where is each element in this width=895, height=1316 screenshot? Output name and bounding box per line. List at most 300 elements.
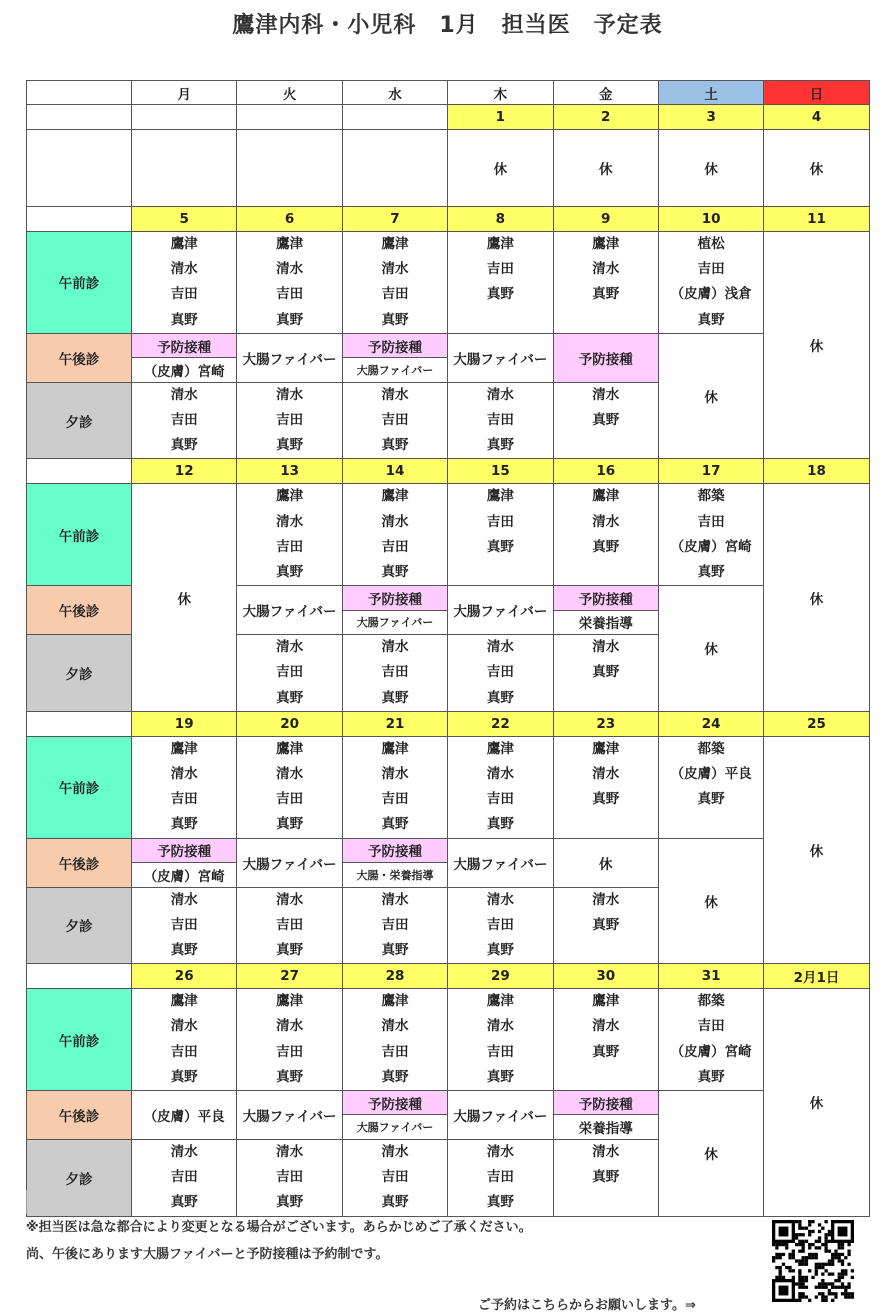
qr-module bbox=[818, 1230, 821, 1233]
doctor-name: 鷹津 bbox=[486, 236, 514, 252]
pm-cell bbox=[342, 586, 447, 635]
qr-module bbox=[811, 1230, 814, 1233]
date-cell: 18 bbox=[764, 459, 869, 484]
qr-module bbox=[805, 1286, 808, 1289]
empty-cell bbox=[132, 130, 237, 207]
doctor-name: 清水 bbox=[592, 513, 620, 530]
doctor-name: 真野 bbox=[276, 941, 304, 958]
doctor-name: 鷹津 bbox=[276, 993, 304, 1010]
qr-module bbox=[838, 1246, 841, 1249]
day-header-5: 土 bbox=[658, 81, 763, 105]
pm-cell: 大腸ファイバー bbox=[237, 586, 342, 635]
qr-module bbox=[847, 1292, 850, 1295]
qr-module bbox=[824, 1236, 827, 1239]
qr-module bbox=[831, 1253, 834, 1256]
qr-module bbox=[808, 1230, 811, 1233]
qr-module bbox=[844, 1286, 847, 1289]
doctor-name: 真野 bbox=[276, 1194, 304, 1211]
qr-module bbox=[802, 1240, 805, 1243]
corner-cell bbox=[27, 207, 132, 232]
doctor-name: 吉田 bbox=[486, 664, 514, 681]
qr-module bbox=[828, 1289, 831, 1292]
qr-module bbox=[795, 1236, 798, 1239]
qr-module bbox=[824, 1263, 827, 1266]
doctor-name: 吉田 bbox=[697, 261, 725, 278]
doctor-list bbox=[658, 736, 763, 838]
qr-module bbox=[815, 1295, 818, 1298]
qr-module bbox=[798, 1263, 801, 1266]
qr-module bbox=[841, 1246, 844, 1249]
pm-service: 大腸ファイバー bbox=[356, 616, 434, 630]
doctor-list bbox=[132, 736, 237, 838]
doctor-name: 清水 bbox=[486, 639, 514, 656]
sunday-closed-cell: 休 bbox=[764, 484, 869, 711]
date-cell: 5 bbox=[132, 207, 237, 232]
qr-module bbox=[795, 1243, 798, 1246]
doctor-list bbox=[658, 484, 763, 586]
doctor-list bbox=[132, 232, 237, 334]
closed-cell: 休 bbox=[448, 130, 553, 207]
saturday-closed-cell: 休 bbox=[658, 333, 763, 459]
pm-cell bbox=[342, 333, 447, 382]
qr-module bbox=[805, 1256, 808, 1259]
doctor-name: 清水 bbox=[381, 261, 409, 278]
doctor-name: 吉田 bbox=[486, 513, 514, 530]
date-cell: 29 bbox=[448, 964, 553, 989]
pm-cell: 大腸ファイバー bbox=[448, 838, 553, 887]
doctor-list bbox=[448, 887, 553, 964]
qr-module bbox=[841, 1286, 844, 1289]
qr-module bbox=[847, 1253, 850, 1256]
date-row bbox=[27, 105, 870, 130]
doctor-name: 清水 bbox=[486, 1018, 514, 1035]
qr-module bbox=[792, 1256, 795, 1259]
doctor-list bbox=[448, 382, 553, 459]
doctor-name: 清水 bbox=[592, 1143, 620, 1160]
pm-cell bbox=[132, 838, 237, 887]
qr-module bbox=[802, 1295, 805, 1298]
qr-module bbox=[775, 1243, 778, 1246]
qr-module bbox=[808, 1243, 811, 1246]
qr-module bbox=[831, 1272, 834, 1275]
doctor-name: 吉田 bbox=[276, 286, 304, 303]
doctor-name: 清水 bbox=[381, 1143, 409, 1160]
closed-cell: 休 bbox=[553, 130, 658, 207]
doctor-name: 清水 bbox=[381, 513, 409, 530]
doctor-name: 清水 bbox=[592, 386, 620, 403]
qr-module bbox=[828, 1250, 831, 1253]
qr-module bbox=[792, 1269, 795, 1272]
qr-module bbox=[792, 1253, 795, 1256]
qr-module bbox=[788, 1269, 791, 1272]
doctor-list bbox=[237, 736, 342, 838]
pm-cell bbox=[132, 333, 237, 382]
doctor-name: 清水 bbox=[381, 765, 409, 782]
doctor-name: 真野 bbox=[170, 311, 198, 328]
doctor-name: 鷹津 bbox=[170, 993, 198, 1010]
qr-module bbox=[775, 1266, 778, 1269]
doctor-name: 鷹津 bbox=[592, 740, 620, 757]
qr-module bbox=[818, 1286, 821, 1289]
qr-module bbox=[844, 1256, 847, 1259]
qr-module bbox=[811, 1253, 814, 1256]
corner-cell bbox=[27, 130, 132, 207]
doctor-list bbox=[342, 635, 447, 712]
am-row bbox=[27, 232, 870, 334]
date-cell: 9 bbox=[553, 207, 658, 232]
qr-module bbox=[795, 1220, 798, 1223]
qr-module bbox=[838, 1243, 841, 1246]
date-cell: 17 bbox=[658, 459, 763, 484]
qr-module bbox=[834, 1250, 837, 1253]
doctor-name: 真野 bbox=[276, 437, 304, 454]
doctor-name: 清水 bbox=[592, 639, 620, 656]
pm-cell bbox=[553, 586, 658, 635]
date-cell: 6 bbox=[237, 207, 342, 232]
qr-module bbox=[802, 1259, 805, 1262]
qr-module bbox=[828, 1272, 831, 1275]
doctor-name: 鷹津 bbox=[276, 236, 304, 252]
date-cell: 20 bbox=[237, 711, 342, 736]
day-header-2: 水 bbox=[342, 81, 447, 105]
pm-service: 大腸ファイバー bbox=[356, 1121, 434, 1135]
doctor-name: 真野 bbox=[592, 791, 620, 808]
qr-module bbox=[779, 1286, 789, 1296]
doctor-name: 清水 bbox=[276, 891, 304, 908]
qr-module bbox=[831, 1259, 834, 1262]
qr-module bbox=[844, 1292, 847, 1295]
saturday-closed-cell: 休 bbox=[658, 586, 763, 712]
day-header-3: 木 bbox=[448, 81, 553, 105]
date-cell: 15 bbox=[448, 459, 553, 484]
qr-module bbox=[782, 1263, 785, 1266]
qr-module bbox=[815, 1286, 818, 1289]
qr-module bbox=[798, 1233, 801, 1236]
qr-module bbox=[821, 1272, 824, 1275]
doctor-name: 吉田 bbox=[486, 411, 514, 428]
qr-module bbox=[847, 1286, 850, 1289]
qr-module bbox=[808, 1269, 811, 1272]
am-label: 午前診 bbox=[27, 232, 132, 334]
pm-service: （皮膚）宮崎 bbox=[143, 868, 225, 885]
qr-module bbox=[785, 1266, 788, 1269]
qr-module bbox=[847, 1263, 850, 1266]
qr-module bbox=[808, 1220, 811, 1223]
qr-module bbox=[798, 1269, 801, 1272]
date-cell: 10 bbox=[658, 207, 763, 232]
doctor-name: 真野 bbox=[592, 664, 620, 681]
doctor-name: 真野 bbox=[381, 689, 409, 706]
qr-module bbox=[815, 1253, 818, 1256]
qr-module bbox=[838, 1279, 841, 1282]
qr-module bbox=[805, 1259, 808, 1262]
doctor-name: 吉田 bbox=[381, 411, 409, 428]
doctor-list bbox=[553, 484, 658, 586]
doctor-name: 清水 bbox=[381, 639, 409, 656]
sunday-closed-cell: 休 bbox=[764, 232, 869, 459]
qr-module bbox=[798, 1292, 801, 1295]
qr-module bbox=[821, 1295, 824, 1298]
doctor-list bbox=[553, 382, 658, 459]
qr-module bbox=[805, 1295, 808, 1298]
date-cell bbox=[132, 105, 237, 130]
qr-module bbox=[788, 1256, 791, 1259]
divider bbox=[26, 1190, 27, 1214]
qr-module bbox=[818, 1266, 821, 1269]
pm-service: 栄養指導 bbox=[578, 616, 633, 633]
vaccination-label: 予防接種 bbox=[132, 334, 236, 359]
doctor-name: 清水 bbox=[592, 891, 620, 908]
qr-module bbox=[798, 1250, 801, 1253]
qr-module bbox=[792, 1276, 795, 1279]
qr-module bbox=[798, 1279, 801, 1282]
pm-split bbox=[132, 839, 236, 887]
doctor-list bbox=[658, 232, 763, 334]
doctor-name: 鷹津 bbox=[592, 236, 620, 252]
date-cell: 22 bbox=[448, 711, 553, 736]
qr-module bbox=[841, 1282, 844, 1285]
doctor-list bbox=[342, 736, 447, 838]
qr-module bbox=[802, 1250, 805, 1253]
pm-cell: 予防接種 bbox=[553, 333, 658, 382]
corner-cell bbox=[27, 711, 132, 736]
pm-label: 午後診 bbox=[27, 333, 132, 382]
doctor-name: 鷹津 bbox=[381, 740, 409, 757]
qr-module bbox=[779, 1276, 782, 1279]
day-header-row bbox=[27, 81, 870, 105]
qr-module bbox=[779, 1256, 782, 1259]
qr-module bbox=[805, 1263, 808, 1266]
doctor-name: （皮膚）宮崎 bbox=[670, 538, 752, 555]
qr-module bbox=[838, 1256, 841, 1259]
ev-label: 夕診 bbox=[27, 635, 132, 712]
vaccination-label: 予防接種 bbox=[132, 839, 236, 864]
qr-module bbox=[834, 1292, 837, 1295]
qr-module bbox=[824, 1246, 827, 1249]
doctor-list bbox=[132, 382, 237, 459]
pm-split bbox=[132, 334, 236, 382]
doctor-name: 吉田 bbox=[170, 411, 198, 428]
pm-label: 午後診 bbox=[27, 838, 132, 887]
pm-row bbox=[27, 333, 870, 382]
doctor-name: 吉田 bbox=[276, 1169, 304, 1186]
qr-module bbox=[798, 1243, 801, 1246]
qr-module bbox=[851, 1276, 854, 1279]
qr-module bbox=[779, 1266, 782, 1269]
date-cell: 12 bbox=[132, 459, 237, 484]
qr-module bbox=[821, 1227, 824, 1230]
doctor-list bbox=[237, 635, 342, 712]
qr-module bbox=[841, 1243, 844, 1246]
doctor-list bbox=[448, 989, 553, 1091]
doctor-name: 真野 bbox=[486, 941, 514, 958]
doctor-name: 吉田 bbox=[486, 1169, 514, 1186]
doctor-list bbox=[553, 887, 658, 964]
date-cell: 8 bbox=[448, 207, 553, 232]
doctor-name: 清水 bbox=[486, 891, 514, 908]
doctor-list bbox=[237, 484, 342, 586]
qr-module bbox=[779, 1253, 782, 1256]
qr-module bbox=[805, 1240, 808, 1243]
qr-module bbox=[811, 1256, 814, 1259]
am-label: 午前診 bbox=[27, 484, 132, 586]
qr-module bbox=[808, 1223, 811, 1226]
pm-cell: 大腸ファイバー bbox=[448, 1090, 553, 1139]
qr-module bbox=[838, 1259, 841, 1262]
qr-module bbox=[824, 1286, 827, 1289]
doctor-name: 真野 bbox=[276, 689, 304, 706]
qr-module bbox=[844, 1272, 847, 1275]
empty-cell bbox=[237, 130, 342, 207]
doctor-name: 吉田 bbox=[381, 664, 409, 681]
qr-module bbox=[821, 1282, 824, 1285]
qr-module bbox=[847, 1295, 850, 1298]
doctor-name: 都築 bbox=[697, 488, 725, 505]
qr-module bbox=[844, 1289, 847, 1292]
doctor-list bbox=[553, 736, 658, 838]
qr-module bbox=[821, 1243, 824, 1246]
doctor-list bbox=[553, 635, 658, 712]
qr-module bbox=[824, 1269, 827, 1272]
qr-module bbox=[831, 1299, 834, 1302]
doctor-name: 鷹津 bbox=[276, 488, 304, 505]
doctor-name: 鷹津 bbox=[486, 740, 514, 757]
day-header-1: 火 bbox=[237, 81, 342, 105]
qr-module bbox=[821, 1292, 824, 1295]
qr-module bbox=[802, 1286, 805, 1289]
doctor-name: 清水 bbox=[592, 261, 620, 278]
am-row bbox=[27, 989, 870, 1091]
doctor-name: 真野 bbox=[381, 1068, 409, 1085]
qr-module bbox=[841, 1276, 844, 1279]
qr-module bbox=[851, 1295, 854, 1298]
schedule-table bbox=[26, 80, 870, 1217]
qr-module bbox=[844, 1269, 847, 1272]
date-cell: 4 bbox=[764, 105, 869, 130]
doctor-name: 真野 bbox=[486, 816, 514, 833]
pm-cell: 大腸ファイバー bbox=[448, 586, 553, 635]
doctor-name: 真野 bbox=[592, 1043, 620, 1060]
date-cell: 14 bbox=[342, 459, 447, 484]
doctor-name: 真野 bbox=[170, 941, 198, 958]
pm-cell bbox=[553, 1090, 658, 1139]
doctor-name: 真野 bbox=[381, 1194, 409, 1211]
qr-module bbox=[775, 1246, 778, 1249]
qr-module bbox=[824, 1299, 827, 1302]
doctor-name: 真野 bbox=[697, 311, 725, 328]
doctor-name: 吉田 bbox=[170, 916, 198, 933]
qr-module bbox=[838, 1253, 841, 1256]
ev-label: 夕診 bbox=[27, 887, 132, 964]
qr-module bbox=[841, 1292, 844, 1295]
qr-module bbox=[824, 1250, 827, 1253]
doctor-name: 鷹津 bbox=[170, 740, 198, 757]
doctor-name: 吉田 bbox=[276, 411, 304, 428]
doctor-name: 清水 bbox=[486, 1143, 514, 1160]
qr-module bbox=[779, 1227, 789, 1237]
doctor-list bbox=[448, 1139, 553, 1216]
doctor-name: 真野 bbox=[276, 563, 304, 580]
doctor-name: 清水 bbox=[381, 386, 409, 403]
pm-cell bbox=[342, 1090, 447, 1139]
doctor-list bbox=[132, 887, 237, 964]
pm-label: 午後診 bbox=[27, 586, 132, 635]
qr-module bbox=[808, 1256, 811, 1259]
qr-module bbox=[834, 1253, 837, 1256]
qr-module bbox=[798, 1259, 801, 1262]
qr-module bbox=[818, 1236, 821, 1239]
vaccination-label: 予防接種 bbox=[554, 1091, 658, 1116]
doctor-list bbox=[132, 1139, 237, 1216]
doctor-name: 清水 bbox=[276, 639, 304, 656]
doctor-name: 鷹津 bbox=[592, 488, 620, 505]
saturday-closed-cell: 休 bbox=[658, 1090, 763, 1216]
doctor-name: 吉田 bbox=[276, 538, 304, 555]
page-title: 鷹津内科・小児科 1月 担当医 予定表 bbox=[232, 13, 663, 38]
qr-module bbox=[815, 1272, 818, 1275]
qr-module bbox=[847, 1282, 850, 1285]
qr-module bbox=[831, 1282, 834, 1285]
qr-module bbox=[841, 1259, 844, 1262]
doctor-name: 真野 bbox=[276, 1068, 304, 1085]
date-cell: 21 bbox=[342, 711, 447, 736]
qr-module bbox=[805, 1227, 808, 1230]
qr-module bbox=[802, 1276, 805, 1279]
doctor-name: 清水 bbox=[381, 1018, 409, 1035]
doctor-list bbox=[342, 232, 447, 334]
saturday-closed-cell: 休 bbox=[658, 838, 763, 964]
qr-module bbox=[847, 1243, 850, 1246]
qr-module bbox=[831, 1292, 834, 1295]
doctor-name: 真野 bbox=[170, 437, 198, 454]
doctor-name: 真野 bbox=[592, 1169, 620, 1186]
doctor-name: 鷹津 bbox=[381, 993, 409, 1010]
pm-cell: 大腸ファイバー bbox=[237, 333, 342, 382]
qr-code-icon[interactable] bbox=[772, 1220, 854, 1302]
qr-module bbox=[802, 1292, 805, 1295]
pm-service: （皮膚）宮崎 bbox=[143, 364, 225, 381]
corner-cell bbox=[27, 81, 132, 105]
reserve-link-text[interactable]: ご予約はこちらからお願いします。⇒ bbox=[478, 1298, 696, 1313]
doctor-name: 鷹津 bbox=[486, 488, 514, 505]
date-cell: 16 bbox=[553, 459, 658, 484]
doctor-list bbox=[342, 887, 447, 964]
sunday-closed-cell: 休 bbox=[764, 989, 869, 1216]
doctor-list bbox=[237, 382, 342, 459]
qr-module bbox=[802, 1246, 805, 1249]
date-cell bbox=[237, 105, 342, 130]
doctor-name: 清水 bbox=[170, 891, 198, 908]
qr-module bbox=[828, 1263, 831, 1266]
doctor-name: 吉田 bbox=[170, 791, 198, 808]
qr-module bbox=[851, 1269, 854, 1272]
qr-module bbox=[828, 1230, 831, 1233]
doctor-name: （皮膚）浅倉 bbox=[670, 286, 752, 303]
qr-module bbox=[815, 1246, 818, 1249]
doctor-name: 吉田 bbox=[381, 916, 409, 933]
pm-split bbox=[343, 839, 447, 887]
closed-cell: 休 bbox=[132, 484, 237, 711]
vaccination-label: 予防接種 bbox=[343, 586, 447, 611]
doctor-name: 吉田 bbox=[276, 1043, 304, 1060]
pm-service: 大腸・栄養指導 bbox=[356, 868, 434, 882]
qr-module bbox=[795, 1282, 798, 1285]
date-cell: 11 bbox=[764, 207, 869, 232]
date-cell: 24 bbox=[658, 711, 763, 736]
doctor-name: 真野 bbox=[592, 286, 620, 303]
date-row bbox=[27, 207, 870, 232]
doctor-name: 真野 bbox=[486, 1068, 514, 1085]
